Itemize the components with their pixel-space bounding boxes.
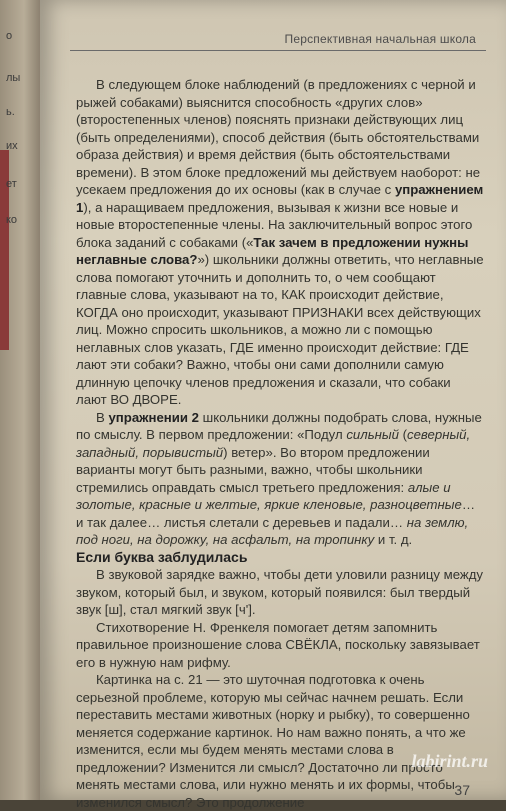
text-run: В xyxy=(96,409,109,425)
bold-text: упражнении 2 xyxy=(108,409,199,425)
italic-text: северный, западный, порывистый xyxy=(76,427,471,460)
left-page-edge xyxy=(0,0,40,800)
watermark: labirint.ru xyxy=(411,751,488,771)
text-run: В следующем блоке наблюдений (в предложениях с черной и рыжей собаками) выяснится способность «других слов» (второстепенных членов) пояснять признаки действующих лиц (быть определениями), способ действия (быть обстоятельствами образа действия) и время действия (быть обстоятельствами времени). В этом блоке предложений мы действуем наоборот: не усекаем предложения до их основы (как в случае с xyxy=(76,77,481,197)
paragraph xyxy=(76,671,484,811)
header-rule xyxy=(70,50,486,51)
text-run: ( xyxy=(398,427,407,442)
paragraph xyxy=(76,409,484,549)
italic-text: на землю, под ноги, на дорожку, на асфальт, на тропинку xyxy=(76,514,469,547)
left-margin-fragment: о xyxy=(6,30,13,42)
text-run: ») школьники должны ответить, что неглавные слова помогают уточнить и дополнить то, о чем сообщают главные слова, указывают на то, КАК происходит действие, КОГДА оно происходит, указывают ПРИЗНАКИ всех действующих лиц. Можно спросить школьников, а можно ли с помощью неглавных слов указать, ГДЕ именно происходит действие: ГДЕ лают эти собаки? Важно, чтобы они сами дополнили самую длинную цепочку членов предложения и сказали, что собаки лают ВО ДВОРЕ. xyxy=(76,252,484,407)
page-number: 37 xyxy=(454,782,470,798)
text-run: ), а наращиваем предложения, вызывая к жизни все новые и новые второстепенные члены. На заключительный вопрос этого блока заданий с собаками (« xyxy=(76,199,473,250)
text-run: школьники должны подобрать слова, нужные по смыслу. В первом предложении: «Подул xyxy=(76,409,482,442)
paragraph xyxy=(76,76,484,409)
bold-text: Так зачем в предложении нужны неглавные слова? xyxy=(76,234,469,267)
text-run: Картинка на с. 21 — это шуточная подготовка к очень серьезной проблеме, которую мы сейчас начнем решать. Если переставить местами животных (норку и рыбку), то совершенно меняется содержание картинок. Но нам важно понять, а что же изменится, если мы будем менять местами слова в предложении? Изменится ли смысл? Достаточно ли просто менять местами слова, или нужно менять и их формы, чтобы изменился смысл? Это продолжение xyxy=(76,672,470,810)
text-run: В звуковой зарядке важно, чтобы дети уловили разницу между звуком, который был, и звуком, который появился: был твердый звук [ш], стал мягкий звук [ч']. xyxy=(76,567,483,617)
bold-text: упражнением 1 xyxy=(76,182,484,215)
left-margin-fragment: ет xyxy=(6,178,17,190)
body-text xyxy=(76,76,484,811)
book-page xyxy=(40,0,506,810)
paragraph xyxy=(76,566,484,619)
section-heading: Если буква заблудилась xyxy=(76,548,248,565)
text-run: … и так далее… листья слетали с деревьев и падали… xyxy=(76,497,476,530)
italic-text: сильный xyxy=(346,427,399,442)
text-run: ) ветер». Во втором предложении варианты могут быть разными, важно, чтобы школьники стремились оправдать смысл третьего предложения: xyxy=(76,444,430,495)
left-margin-fragment: их xyxy=(6,140,18,152)
italic-text: алые и золотые, красные и желтые, яркие кленовые, разноцветные xyxy=(76,479,462,512)
left-margin-fragment: ко xyxy=(6,214,18,226)
text-run: и т. д. xyxy=(374,532,413,547)
paragraph xyxy=(76,619,484,672)
running-header: Перспективная начальная школа xyxy=(284,32,476,46)
left-margin-fragment: лы xyxy=(6,72,21,84)
text-run: Стихотворение Н. Френкеля помогает детям запомнить правильное произношение слова СВЁКЛА, поскольку завязывает его в нужную нам рифму. xyxy=(76,619,480,670)
left-margin-fragment: ь. xyxy=(6,106,15,118)
